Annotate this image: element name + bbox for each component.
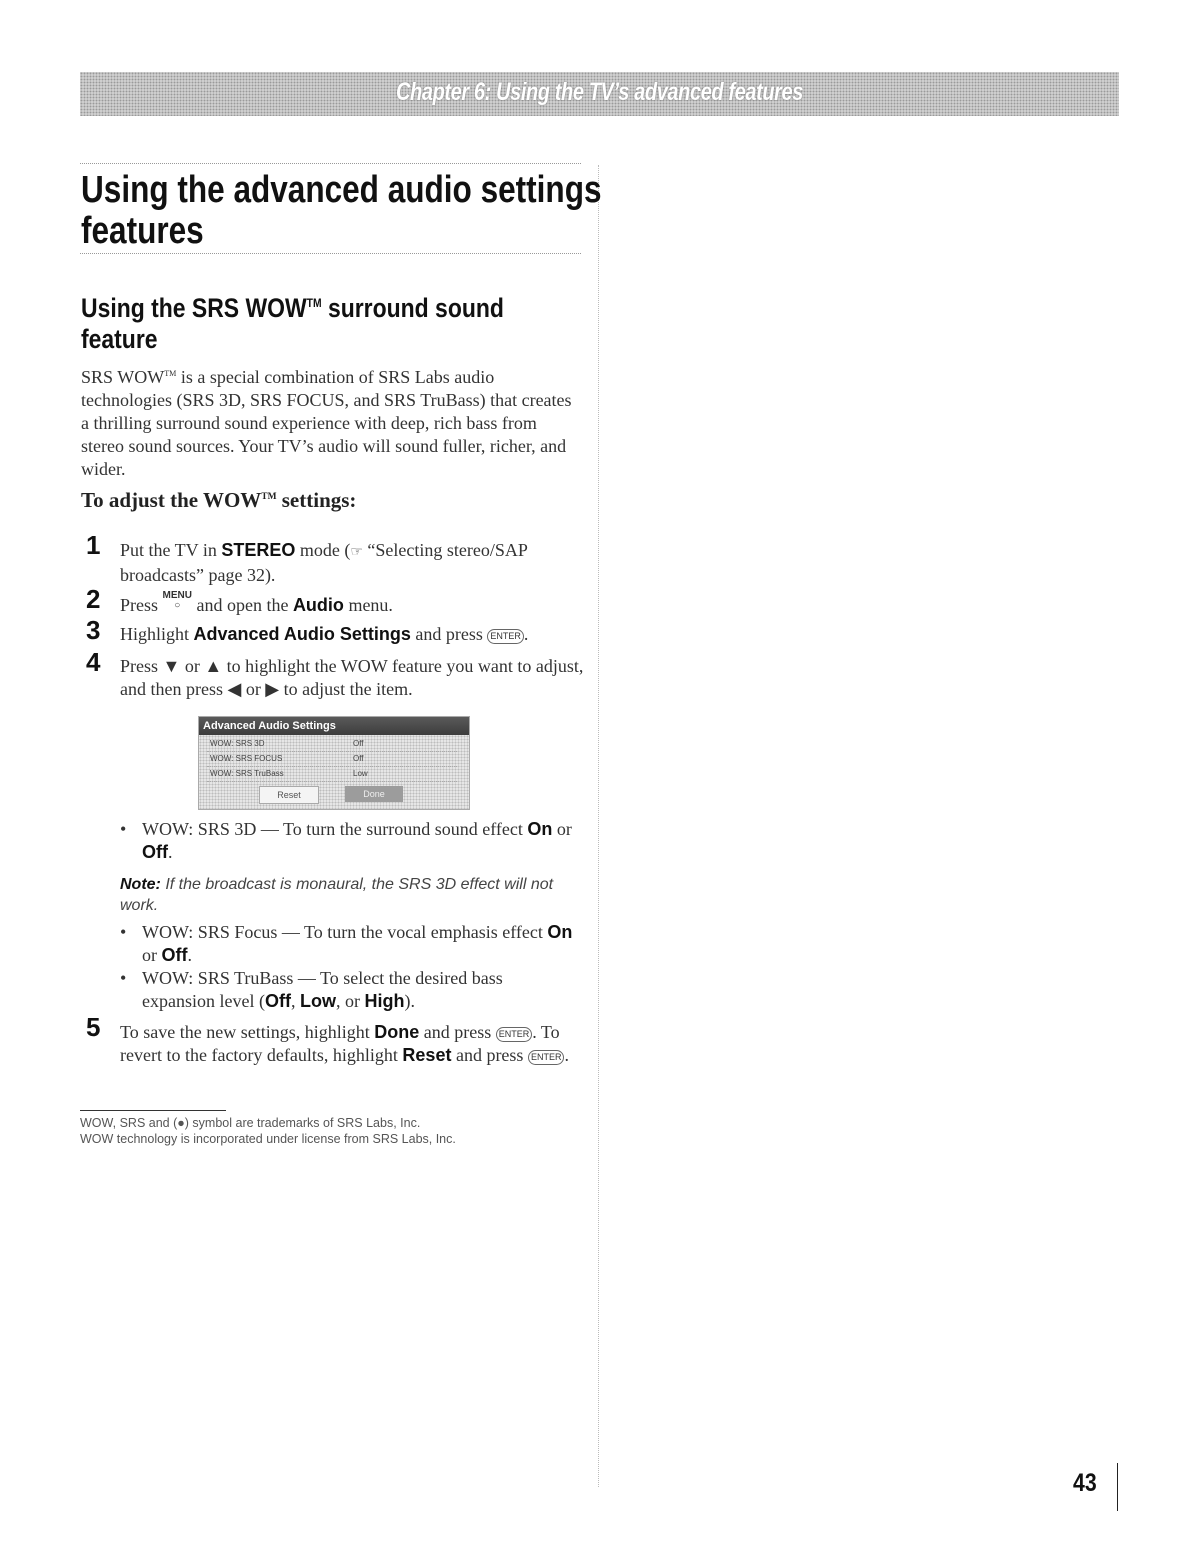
menu-row-label: WOW: SRS 3D [210,739,265,748]
intro-paragraph [81,362,579,481]
enter-button-icon: ENTER [496,1027,533,1042]
footnote-trademark: WOW, SRS and (●) symbol are trademarks of SRS Labs, Inc. [80,1116,421,1130]
step-number: 1 [86,530,101,560]
menu-row-label: WOW: SRS FOCUS [210,754,283,763]
column-divider [598,165,599,1487]
title-rule-bottom [80,253,581,254]
trademark-mark: TM [164,369,177,378]
page-number-rule [1117,1463,1118,1511]
section-heading-a: Using the SRS WOW [81,293,307,323]
trademark-mark: TM [261,492,277,502]
note-label: Note: [120,876,161,893]
section-heading-line2: feature [81,324,158,354]
intro-b: is a special combination of SRS Labs audio technologies (SRS 3D, SRS FOCUS, and SRS TruBass) that creates a thrilling surround sound experience with deep, rich bass from stereo sound sources. Your TV’s audio will sound fuller, richer, and wider. [81,367,572,479]
menu-row[interactable] [207,737,457,752]
reset-button[interactable]: Reset [259,786,319,804]
enter-button-icon: ENTER [487,629,524,644]
bullet-item: • WOW: SRS 3D — To turn the surround sound effect On or Off. [120,819,572,862]
menu-title: Advanced Audio Settings [199,717,469,735]
section-heading [81,288,504,355]
step-number: 2 [86,584,101,614]
trademark-mark: TM [306,296,322,310]
chapter-banner [80,72,1119,116]
note-text: If the broadcast is monaural, the SRS 3D effect will not work. [120,876,554,914]
step-text: Put the TV in STEREO mode (☞ “Selecting stereo/SAP broadcasts” page 32). [120,540,528,585]
menu-button-icon: MENU ○ [162,590,192,611]
step-number: 3 [86,615,101,645]
done-button[interactable]: Done [345,786,403,802]
footnote-rule [80,1110,226,1111]
step-text: Press ▼ or ▲ to highlight the WOW feature you want to adjust, and then press ◀ or ▶ to adjust the item. [120,656,584,699]
menu-row[interactable] [207,767,457,782]
procedure-heading-b: settings: [276,488,357,512]
footnote-license: WOW technology is incorporated under license from SRS Labs, Inc. [80,1132,456,1146]
bold-term: STEREO [221,540,296,560]
page-title-line1: Using the advanced audio settings [81,169,602,211]
step-number: 5 [86,1012,101,1042]
menu-row-label: WOW: SRS TruBass [210,769,284,778]
menu-row-value: Off [353,739,364,748]
page-title [81,169,602,252]
section-heading-b: surround sound [321,293,504,323]
bold-term: Audio [292,595,344,615]
page-number: 43 [1073,1469,1097,1497]
step-text: Press MENU ○ and open the Audio menu. [120,590,393,615]
procedure-heading-a: To adjust the WOW [81,488,262,512]
bullet-item: • WOW: SRS Focus — To turn the vocal emphasis effect On or Off. [120,922,573,965]
procedure-heading [81,488,356,513]
reference-icon: ☞ [350,545,363,560]
step-text: To save the new settings, highlight Done and press ENTER . To revert to the factory defaults, highlight Reset and press ENTER . [120,1022,569,1065]
enter-button-icon: ENTER [528,1050,565,1065]
page-title-line2: features [81,210,204,252]
intro-a: SRS WOW [81,367,165,387]
note [120,874,590,916]
title-rule-top [80,163,581,164]
step-text: Highlight Advanced Audio Settings and press ENTER . [120,624,529,644]
chapter-title: Chapter 6: Using the TV’s advanced features [396,78,803,106]
menu-row-value: Off [353,754,364,763]
menu-row[interactable] [207,752,457,767]
advanced-audio-settings-menu [198,716,470,810]
bold-term: Advanced Audio Settings [193,624,411,644]
menu-row-value: Low [353,769,368,778]
step-number: 4 [86,647,101,677]
bullet-item: • WOW: SRS TruBass — To select the desired bass expansion level (Off, Low, or High). [120,968,503,1011]
